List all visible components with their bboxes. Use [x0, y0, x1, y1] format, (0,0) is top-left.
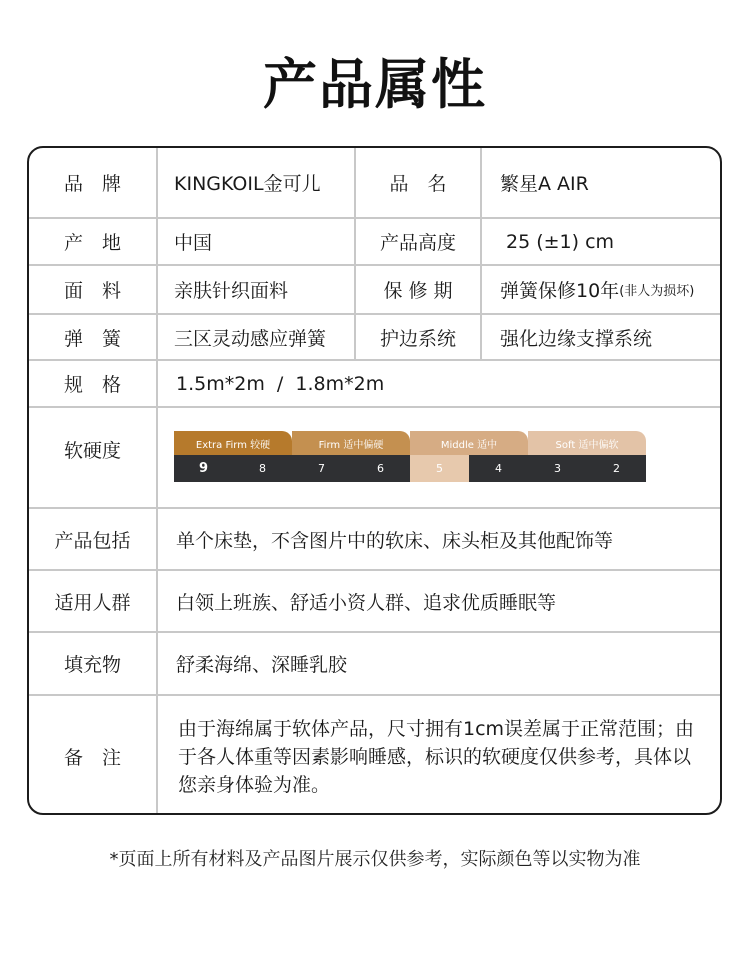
- label-filling: 填充物: [29, 633, 158, 694]
- hardness-level-5: 5: [410, 455, 469, 482]
- table-row-filling: [29, 633, 720, 696]
- value-spring: 三区灵动感应弹簧: [158, 315, 356, 359]
- hardness-numbers: [174, 455, 646, 482]
- label-hardness: 软硬度: [29, 408, 158, 507]
- value-product-name: 繁星A AIR: [500, 173, 589, 195]
- label-product-name: 品 名: [356, 148, 482, 217]
- table-row-size: [29, 361, 720, 408]
- value-edge-system: 强化边缘支撑系统: [500, 327, 653, 350]
- label-spring: 弹 簧: [29, 315, 158, 359]
- footnote: *页面上所有材料及产品图片展示仅供参考，实际颜色等以实物为准: [109, 849, 641, 870]
- page-title: 产品属性: [263, 53, 487, 116]
- hardness-tab-1: Extra Firm 较硬: [174, 431, 292, 455]
- hardness-tab-4: Soft 适中偏软: [528, 431, 646, 455]
- table-row-audience: [29, 571, 720, 633]
- table-row-brand: [29, 148, 720, 219]
- value-brand: KINGKOIL金可儿: [158, 148, 356, 217]
- table-row-spring: [29, 315, 720, 361]
- warranty-text: 弹簧保修10年: [500, 280, 620, 302]
- label-warranty: 保 修 期: [356, 266, 482, 313]
- hardness-level-6: 6: [377, 462, 384, 475]
- label-origin: 产 地: [29, 219, 158, 264]
- label-edge-system: 护边系统: [356, 315, 482, 359]
- hardness-tab-2: Firm 适中偏硬: [292, 431, 410, 455]
- attributes-table: [27, 146, 722, 815]
- label-remarks: 备 注: [29, 696, 158, 815]
- label-height: 产品高度: [356, 219, 482, 264]
- hardness-level-7: 7: [318, 462, 325, 475]
- label-fabric: 面 料: [29, 266, 158, 313]
- hardness-level-4: 4: [495, 462, 502, 475]
- value-warranty: [482, 266, 722, 313]
- hardness-level-3: 3: [554, 462, 561, 475]
- hardness-level-9: 9: [198, 461, 209, 476]
- table-row-remarks: [29, 696, 720, 815]
- label-audience: 适用人群: [29, 571, 158, 631]
- value-size: 1.5m*2m / 1.8m*2m: [176, 372, 385, 395]
- hardness-tabs: [174, 431, 646, 455]
- warranty-note: (非人为损坏): [619, 284, 695, 299]
- value-remarks: 由于海绵属于软体产品，尺寸拥有1cm误差属于正常范围；由于各人体重等因素影响睡感，标识的软硬度仅供参考，具体以您亲身体验为准。: [178, 717, 695, 796]
- label-includes: 产品包括: [29, 509, 158, 569]
- value-filling: 舒柔海绵、深睡乳胶: [176, 654, 348, 676]
- value-fabric: 亲肤针织面料: [158, 266, 356, 313]
- hardness-level-2: 2: [613, 462, 620, 475]
- value-height: 25 (±1) cm: [506, 230, 615, 253]
- value-audience: 白领上班族、舒适小资人群、追求优质睡眠等: [176, 591, 557, 614]
- value-origin: 中国: [158, 219, 356, 264]
- hardness-level-8: 8: [259, 462, 266, 475]
- table-row-fabric: [29, 266, 720, 315]
- hardness-tab-3: Middle 适中: [410, 431, 528, 455]
- value-includes: 单个床垫，不含图片中的软床、床头柜及其他配饰等: [176, 529, 614, 552]
- label-brand: 品 牌: [29, 148, 158, 217]
- table-row-hardness: [29, 408, 720, 509]
- label-size: 规 格: [29, 361, 158, 406]
- hardness-scale: [174, 431, 646, 485]
- table-row-origin: [29, 219, 720, 266]
- table-row-includes: [29, 509, 720, 571]
